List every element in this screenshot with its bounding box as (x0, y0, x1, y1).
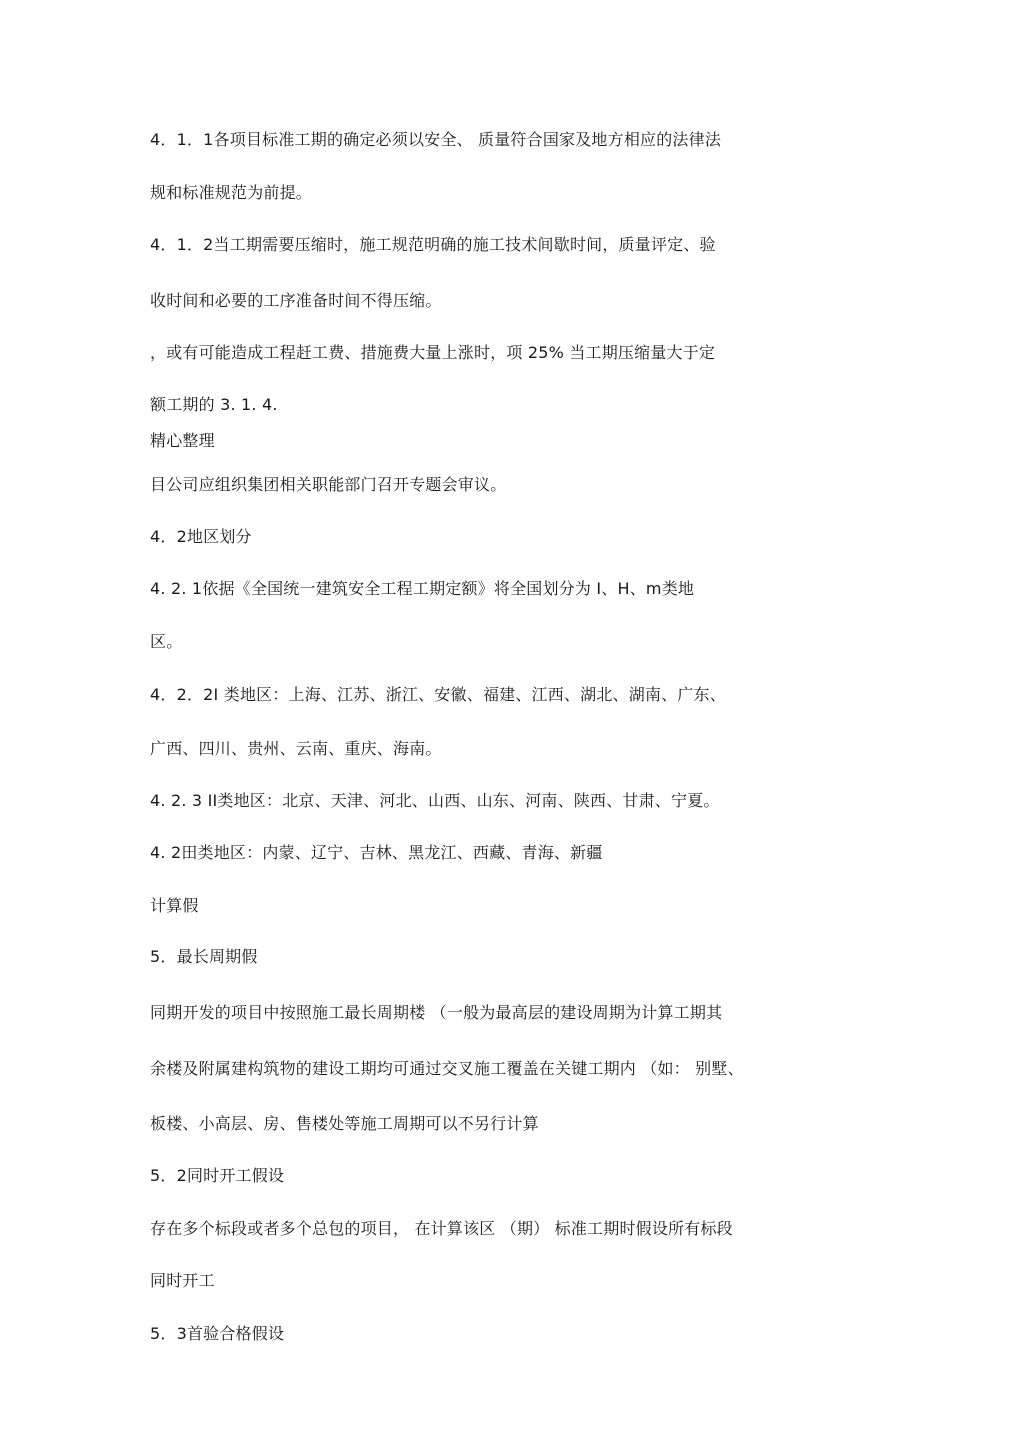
text-line: 4．1．2当工期需要压缩时，施工规范明确的施工技术间歇时间，质量评定、验 (150, 235, 716, 254)
text-line: 4．2．2I 类地区：上海、江苏、浙江、安徽、福建、江西、湖北、湖南、广东、 (150, 685, 726, 704)
text-line: ，或有可能造成工程赶工费、措施费大量上涨时，项 25% 当工期压缩量大于定 (150, 343, 716, 362)
text-line: 板楼、小高层、房、售楼处等施工周期可以不另行计算 (150, 1114, 539, 1133)
text-line: 4. 2. 1依据《全国统一建筑安全工程工期定额》将全国划分为 I、H、m类地 (150, 579, 695, 598)
text-line: 计算假 (150, 896, 199, 915)
section-heading: 5．3首验合格假设 (150, 1324, 285, 1343)
section-heading: 5．2同时开工假设 (150, 1166, 285, 1185)
section-heading: 4．2地区划分 (150, 527, 252, 546)
section-heading: 5．最长周期假 (150, 947, 258, 966)
text-line: 区。 (150, 632, 183, 651)
text-line: 目公司应组织集团相关职能部门召开专题会审议。 (150, 475, 507, 494)
text-line: 额工期的 3. 1. 4. (150, 395, 278, 414)
text-line: 同时开工 (150, 1271, 215, 1290)
text-line: 4．1．1各项目标准工期的确定必须以安全、 质量符合国家及地方相应的法律法 (150, 130, 722, 149)
text-line: 广西、四川、贵州、云南、重庆、海南。 (150, 739, 442, 758)
text-line: 精心整理 (150, 431, 215, 450)
text-line: 存在多个标段或者多个总包的项目， 在计算该区 （期） 标准工期时假设所有标段 (150, 1219, 733, 1238)
text-line: 4. 2田类地区：内蒙、辽宁、吉林、黑龙江、西藏、青海、新疆 (150, 843, 603, 862)
text-line: 规和标准规范为前提。 (150, 183, 313, 202)
text-line: 余楼及附属建构筑物的建设工期均可通过交叉施工覆盖在关键工期内 （如： 别墅、 (150, 1059, 744, 1078)
text-line: 4. 2. 3 II类地区：北京、天津、河北、山西、山东、河南、陕西、甘肃、宁夏。 (150, 791, 720, 810)
text-line: 收时间和必要的工序准备时间不得压缩。 (150, 291, 442, 310)
text-line: 同期开发的项目中按照施工最长周期楼 （一般为最高层的建设周期为计算工期其 (150, 1003, 723, 1022)
